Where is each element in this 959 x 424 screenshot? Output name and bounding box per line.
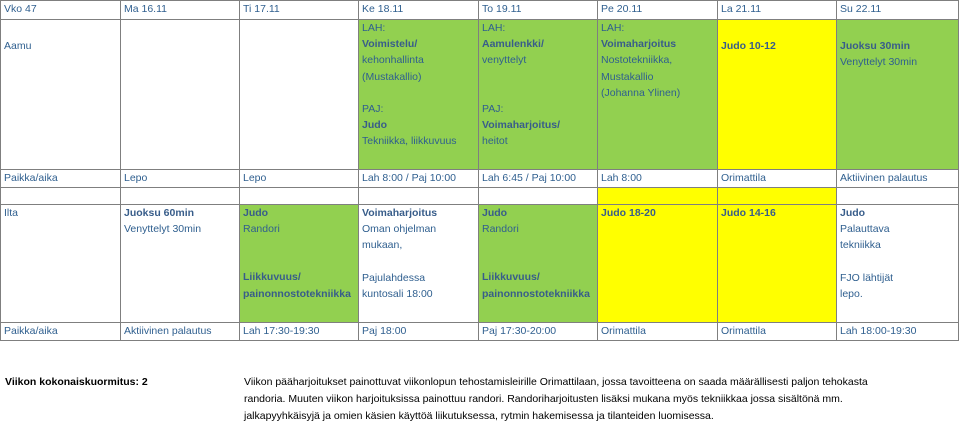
sun-morning-title: Juoksu 30min	[840, 40, 911, 52]
weekly-load-label: Viikon kokonaiskuormitus: 2	[5, 376, 148, 388]
place-fri-1: Lah 8:00	[598, 170, 718, 188]
evening-row	[1, 205, 959, 323]
thu-paj-title: Voimaharjoitus/	[482, 118, 560, 131]
morning-sat	[718, 20, 837, 170]
week-number: Vko 47	[1, 1, 121, 20]
tue-evening-title: Judo	[243, 207, 269, 219]
wed-evening-place: Pajulahdessa	[362, 271, 426, 284]
sat-evening-title: Judo 14-16	[721, 207, 776, 219]
wed-paj-detail: Tekniikka, liikkuvuus	[362, 135, 457, 148]
morning-mon	[121, 20, 240, 170]
place-wed-2: Paj 18:00	[359, 323, 479, 341]
evening-thu	[479, 205, 598, 323]
header-row	[1, 1, 959, 20]
evening-tue	[240, 205, 359, 323]
day-header-thu: To 19.11	[479, 1, 598, 20]
thu-lah-detail: venyttelyt	[482, 54, 527, 67]
thu-evening-detail: Randori	[482, 223, 519, 236]
thu-evening-extra-detail: painonnostotekniikka	[482, 287, 590, 300]
wed-evening-time: kuntosali 18:00	[362, 287, 433, 300]
thu-lah-label: LAH:	[482, 22, 506, 34]
wed-paj-title: Judo	[362, 119, 388, 132]
day-header-mon: Ma 16.11	[121, 1, 240, 20]
morning-thu	[479, 20, 598, 170]
sat-morning-title: Judo 10-12	[721, 40, 776, 52]
notes-line-3: jalkapyyhkäisyjä ja omien käsien käyttöä liikutuksessa, rytmin hakemisessa ja tilanteiden luomisessa.	[244, 410, 714, 422]
morning-label: Aamu	[1, 20, 121, 170]
place-time-label-2: Paikka/aika	[1, 323, 121, 341]
wed-evening-title: Voimaharjoitus	[362, 207, 438, 219]
sun-evening-note-1: FJO lähtijät	[840, 271, 894, 284]
place-fri-2: Orimattila	[598, 323, 718, 341]
fri-lah-place: Mustakallio	[601, 70, 654, 83]
place-wed-1: Lah 8:00 / Paj 10:00	[359, 170, 479, 188]
morning-row	[1, 20, 959, 170]
place-time-label-1: Paikka/aika	[1, 170, 121, 188]
place-tue-2: Lah 17:30-19:30	[240, 323, 359, 341]
fri-lah-label: LAH:	[601, 22, 625, 34]
thu-paj-label: PAJ:	[482, 102, 504, 115]
fri-lah-detail: Nostotekniikka,	[601, 54, 673, 67]
place-tue-1: Lepo	[240, 170, 359, 188]
wed-paj-label: PAJ:	[362, 102, 384, 115]
morning-fri	[598, 20, 718, 170]
fri-lah-title: Voimaharjoitus	[601, 38, 677, 51]
wed-evening-detail-2: mukaan,	[362, 239, 403, 252]
notes-line-1: Viikon pääharjoitukset painottuvat viikonlopun tehostamisleirille Orimattilaan, jossa tavoitteena on saada määrällisesti paljon tehokasta	[244, 376, 868, 388]
thu-lah-title: Aamulenkki/	[482, 38, 544, 51]
evening-mon	[121, 205, 240, 323]
fri-lah-coach: (Johanna Ylinen)	[601, 86, 681, 99]
morning-tue	[240, 20, 359, 170]
wed-lah-label: LAH:	[362, 22, 386, 34]
thu-evening-title: Judo	[482, 207, 508, 219]
mon-evening-detail: Venyttelyt 30min	[124, 223, 202, 236]
day-header-fri: Pe 20.11	[598, 1, 718, 20]
wed-lah-place: (Mustakallio)	[362, 70, 422, 83]
sun-evening-note-2: lepo.	[840, 287, 863, 300]
wed-lah-detail: kehonhallinta	[362, 54, 424, 67]
sun-evening-detail-1: Palauttava	[840, 223, 890, 236]
place-mon-2: Aktiivinen palautus	[121, 323, 240, 341]
tue-evening-detail: Randori	[243, 223, 280, 236]
fri-evening-title: Judo 18-20	[601, 207, 656, 219]
spacer-row	[1, 188, 959, 205]
morning-sun	[837, 20, 959, 170]
wed-evening-detail-1: Oman ohjelman	[362, 223, 437, 236]
sun-evening-title: Judo	[840, 207, 866, 219]
evening-label: Ilta	[1, 205, 121, 323]
notes-line-2: randoria. Muuten viikon harjoituksissa painottuu randori. Randoriharjoitusten lisäksi mukana myös tekniikkaa jossa sisältönä mm.	[244, 393, 843, 405]
place-time-row-1	[1, 170, 959, 188]
place-thu-1: Lah 6:45 / Paj 10:00	[479, 170, 598, 188]
day-header-sat: La 21.11	[718, 1, 837, 20]
sun-morning-detail: Venyttelyt 30min	[840, 56, 918, 69]
evening-fri	[598, 205, 718, 323]
place-sat-1: Orimattila	[718, 170, 837, 188]
tue-evening-extra-detail: painonnostotekniikka	[243, 287, 351, 300]
evening-wed	[359, 205, 479, 323]
evening-sun	[837, 205, 959, 323]
place-sun-1: Aktiivinen palautus	[837, 170, 959, 188]
evening-sat	[718, 205, 837, 323]
place-time-row-2	[1, 323, 959, 341]
sun-evening-detail-2: tekniikka	[840, 239, 881, 252]
place-sat-2: Orimattila	[718, 323, 837, 341]
morning-wed	[359, 20, 479, 170]
place-thu-2: Paj 17:30-20:00	[479, 323, 598, 341]
tue-evening-extra-title: Liikkuvuus/	[243, 271, 301, 284]
thu-paj-detail: heitot	[482, 135, 508, 148]
day-header-wed: Ke 18.11	[359, 1, 479, 20]
place-mon-1: Lepo	[121, 170, 240, 188]
wed-lah-title: Voimistelu/	[362, 38, 418, 51]
day-header-tue: Ti 17.11	[240, 1, 359, 20]
mon-evening-title: Juoksu 60min	[124, 207, 195, 219]
place-sun-2: Lah 18:00-19:30	[837, 323, 959, 341]
thu-evening-extra-title: Liikkuvuus/	[482, 271, 540, 284]
day-header-sun: Su 22.11	[837, 1, 959, 20]
